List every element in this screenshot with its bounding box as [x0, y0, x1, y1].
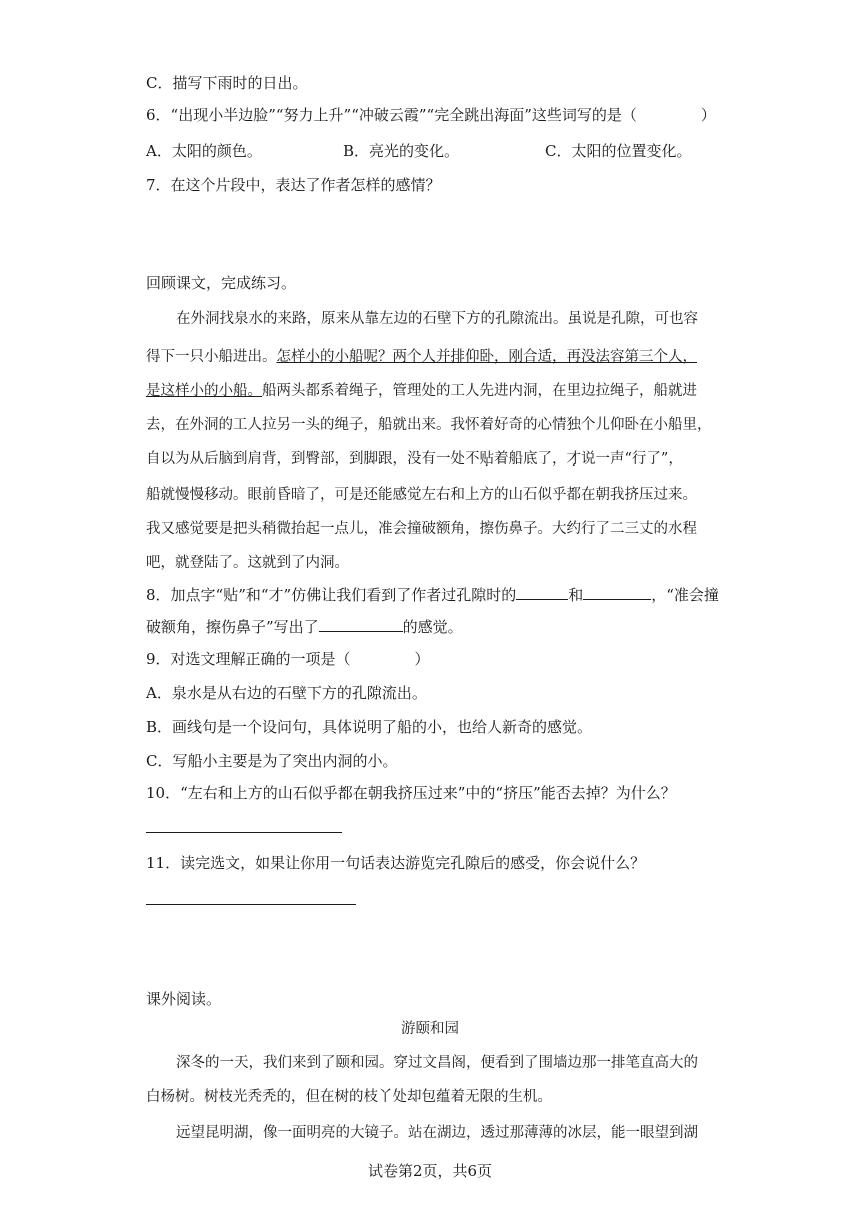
section-3-title: 课外阅读。	[146, 990, 222, 1008]
q6-option-c: C．太阳的位置变化。	[545, 142, 692, 160]
answer-blank-2[interactable]	[583, 585, 651, 600]
underlined-sentence-1: 怎样小的小船呢？两个人并排仰卧，刚合适，再没法容第三个人，	[276, 349, 697, 365]
passage-l3b: 船两头都系着绳子，管理处的工人先进内洞，在里边拉绳子，船就进	[262, 383, 697, 399]
question-6-text: 6．“出现小半边脸”“努力上升”“冲破云霞”“完全跳出海面”这些词写的是（	[146, 106, 637, 124]
question-7: 7．在这个片段中，表达了作者怎样的感情？	[146, 176, 441, 194]
passage-line-3	[146, 380, 697, 402]
q6-option-b: B．亮光的变化。	[343, 142, 460, 160]
question-9-close: ）	[414, 650, 430, 668]
passage-line-2	[146, 346, 697, 368]
q9-option-a: A．泉水是从右边的石壁下方的孔隙流出。	[146, 684, 427, 702]
passage-line-8: 吧，就登陆了。这就到了内洞。	[146, 555, 349, 571]
question-8-line-1	[146, 584, 719, 606]
page-footer: 试卷第2页，共6页	[367, 1162, 493, 1180]
passage-line-7: 我又感觉要是把头稍微抬起一点儿，准会撞破额角，擦伤鼻子。大约行了二三丈的水程	[146, 521, 697, 537]
question-9-text: 9．对选文理解正确的一项是（	[146, 650, 351, 668]
passage-line-6: 船就慢慢移动。眼前昏暗了，可是还能感觉左右和上方的山石似乎都在朝我挤压过来。	[146, 487, 697, 503]
question-11: 11．读完选文，如果让你用一句话表达游览完孔隙后的感受，你会说什么？	[146, 854, 646, 872]
answer-blank-1[interactable]	[516, 585, 568, 600]
question-8-c: ，“准会撞	[651, 586, 719, 604]
reading-title: 游颐和园	[401, 1021, 459, 1037]
question-8-a: 8．加点字“贴”和“才”仿佛让我们看到了作者过孔隙时的	[146, 586, 517, 604]
answer-blank-3[interactable]	[319, 617, 403, 632]
reading-line-2: 白杨树。树枝光秃秃的，但在树的枝丫处却包蕴着无限的生机。	[146, 1089, 552, 1105]
question-8-b: 和	[568, 586, 584, 604]
passage-l2a: 得下一只小船进出。	[146, 349, 277, 365]
underlined-sentence-2: 是这样小的小船。	[146, 383, 262, 399]
question-8-line-2	[146, 616, 463, 638]
reading-line-1: 深冬的一天，我们来到了颐和园。穿过文昌阁，便看到了围墙边那一排笔直高大的	[176, 1055, 698, 1071]
q9-option-b: B．画线句是一个设问句，具体说明了船的小，也给人新奇的感觉。	[146, 718, 593, 736]
passage-line-1: 在外洞找泉水的来路，原来从靠左边的石壁下方的孔隙流出。虽说是孔隙，可也容	[176, 311, 698, 327]
question-6	[146, 104, 716, 126]
passage-l5b: 着船底了，	[494, 451, 567, 467]
q9-option-c: C．写船小主要是为了突出内洞的小。	[146, 752, 398, 770]
q5-option-c: C．描写下雨时的日出。	[146, 74, 308, 92]
question-6-close: ）	[700, 106, 716, 124]
dotted-char-tie: 贴	[479, 451, 494, 467]
question-10: 10．“左右和上方的山石似乎都在朝我挤压过来”中的“挤压”能否去掉？为什么？	[146, 784, 676, 802]
dotted-char-cai: 才	[566, 451, 581, 467]
answer-line-11[interactable]	[146, 904, 356, 905]
passage-l5c: 说一声“行了”，	[581, 451, 683, 467]
passage-line-5	[146, 448, 683, 470]
reading-line-3: 远望昆明湖，像一面明亮的大镜子。站在湖边，透过那薄薄的冰层，能一眼望到湖	[176, 1125, 698, 1141]
question-9	[146, 648, 430, 670]
question-8-d: 破额角，擦伤鼻子”写出了	[146, 618, 319, 636]
answer-line-10[interactable]	[146, 832, 342, 833]
question-8-e: 的感觉。	[402, 618, 463, 636]
section-2-title: 回顾课文，完成练习。	[146, 274, 297, 292]
q6-option-a: A．太阳的颜色。	[146, 142, 262, 160]
passage-line-4: 去，在外洞的工人拉另一头的绳子，船就出来。我怀着好奇的心情独个儿仰卧在小船里，	[146, 417, 712, 433]
passage-l5a: 自以为从后脑到肩背，到臀部，到脚跟，没有一处不	[146, 451, 480, 467]
